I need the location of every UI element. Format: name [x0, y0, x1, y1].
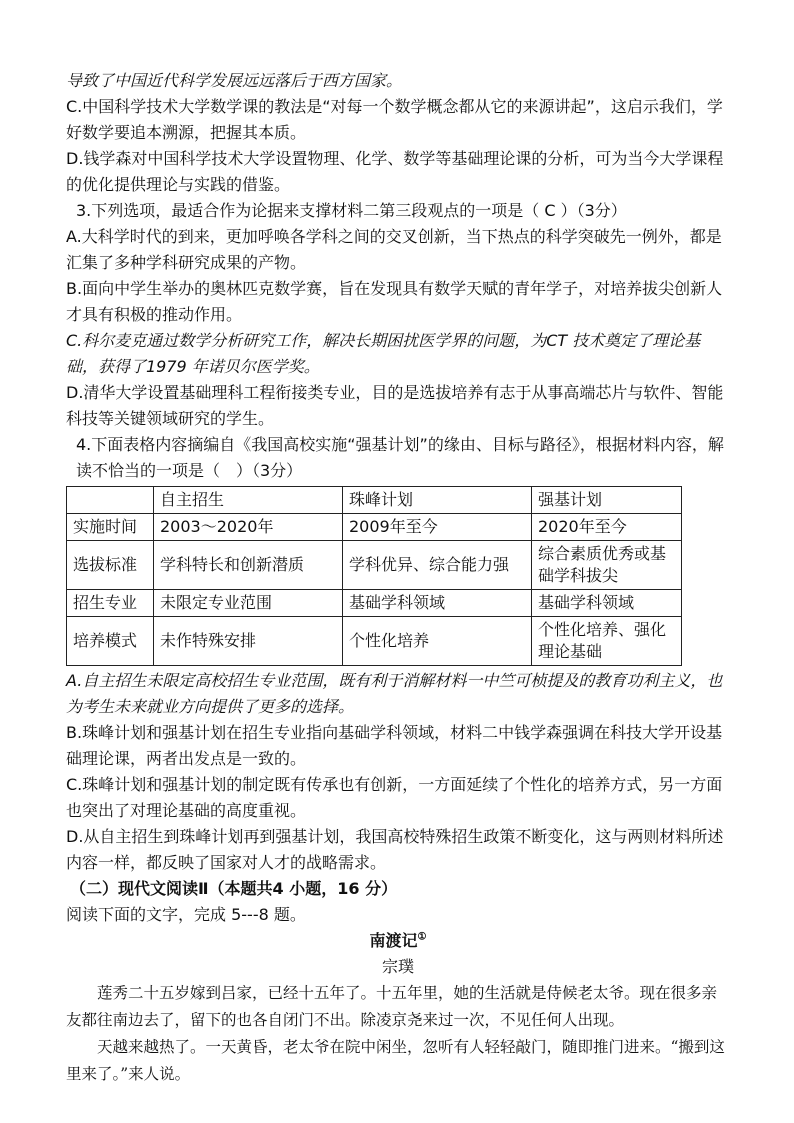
table-header-cell: 强基计划: [532, 487, 682, 514]
table-header-cell: 自主招生: [154, 487, 343, 514]
passage-paragraph: 莲秀二十五岁嫁到吕家，已经十五年了。十五年里，她的生活就是侍候老太爷。现在很多亲友都往南边去了，留下的也各自闭门不出。除凌京尧来过一次，不见任何人出现。: [66, 984, 718, 1029]
table-header-cell: 珠峰计划: [343, 487, 532, 514]
text-line-continuation: 导致了中国近代科学发展远远落后于西方国家。: [66, 71, 403, 90]
table-header-row: [67, 487, 682, 514]
question-4-option-c: C.珠峰计划和强基计划的制定既有传承也有创新，一方面延续了个性化的培养方式，另一方面也突出了对理论基础的高度重视。: [66, 775, 723, 820]
table-cell: 基础学科领域: [343, 590, 532, 617]
passage-author: 宗璞: [381, 957, 414, 976]
passage-paragraph: 天越来越热了。一天黄昏，老太爷在院中闲坐，忽听有人轻轻敲门，随即推门进来。“搬到这里来了。”来人说。: [66, 1038, 725, 1083]
option-d-prev: D.钱学森对中国科学技术大学设置物理、化学、数学等基础理论课的分析，可为当今大学课程的优化提供理论与实践的借鉴。: [66, 149, 724, 194]
table-cell: 招生专业: [67, 590, 154, 617]
table-cell: 2009年至今: [343, 514, 532, 541]
question-3-option-c: C.科尔麦克通过数学分析研究工作，解决长期困扰医学界的问题，为CT 技术奠定了理论基础，获得了1979 年诺贝尔医学奖。: [66, 331, 701, 376]
table-row: [67, 541, 682, 590]
table-cell: 培养模式: [67, 617, 154, 666]
passage-title: [66, 928, 730, 954]
question-3-option-a: A.大科学时代的到来，更加呼唤各学科之间的交叉创新，当下热点的科学突破先一例外，都是汇集了多种学科研究成果的产物。: [66, 227, 722, 272]
table-cell: 个性化培养: [343, 617, 532, 666]
table-header-cell: [67, 487, 154, 514]
question-4-option-b: B.珠峰计划和强基计划在招生专业指向基础学科领域，材料二中钱学森强调在科技大学开设基础理论课，两者出发点是一致的。: [66, 723, 723, 768]
table-cell: 基础学科领域: [532, 590, 682, 617]
table-cell: 个性化培养、强化理论基础: [532, 617, 682, 666]
table-cell: 学科特长和创新潜质: [154, 541, 343, 590]
comparison-table: [66, 486, 682, 666]
table-cell: 学科优异、综合能力强: [343, 541, 532, 590]
table-cell: 2003～2020年: [154, 514, 343, 541]
table-row: [67, 590, 682, 617]
page-content: [66, 68, 730, 1088]
table-row: [67, 514, 682, 541]
option-c-prev: C.中国科学技术大学数学课的教法是“对每一个数学概念都从它的来源讲起”，这启示我们，学好数学要追本溯源，把握其本质。: [66, 97, 723, 142]
question-3-stem: 3.下列选项，最适合作为论据来支撑材料二第三段观点的一项是（ C ）（3分）: [76, 201, 627, 220]
table-cell: 综合素质优秀或基础学科拔尖: [532, 541, 682, 590]
question-3-option-b: B.面向中学生举办的奥林匹克数学赛，旨在发现具有数学天赋的青年学子，对培养拔尖创新人才具有积极的推动作用。: [66, 279, 723, 324]
table-cell: 未限定专业范围: [154, 590, 343, 617]
table-cell: 2020年至今: [532, 514, 682, 541]
reading-instruction: 阅读下面的文字，完成 5---8 题。: [66, 905, 306, 924]
section-heading: （二）现代文阅读Ⅱ（本题共4 小题，16 分）: [70, 879, 398, 898]
question-4-stem: 4.下面表格内容摘编自《我国高校实施“强基计划”的缘由、目标与路径》，根据材料内容，解读不恰当的一项是（ ）（3分）: [76, 435, 724, 480]
question-4-option-a: A.自主招生未限定高校招生专业范围，既有利于消解材料一中竺可桢提及的教育功利主义，也为考生未来就业方向提供了更多的选择。: [66, 671, 723, 716]
table-cell: 选拔标准: [67, 541, 154, 590]
passage-title-text: 南渡记: [369, 931, 418, 950]
footnote-mark: ①: [417, 931, 427, 943]
table-row: [67, 617, 682, 666]
table-cell: 实施时间: [67, 514, 154, 541]
question-3-option-d: D.清华大学设置基础理科工程衔接类专业，目的是选拔培养有志于从事高端芯片与软件、智能科技等关键领域研究的学生。: [66, 383, 724, 428]
question-4-option-d: D.从自主招生到珠峰计划再到强基计划，我国高校特殊招生政策不断变化，这与两则材料所述内容一样，都反映了国家对人才的战略需求。: [66, 827, 724, 872]
table-cell: 未作特殊安排: [154, 617, 343, 666]
